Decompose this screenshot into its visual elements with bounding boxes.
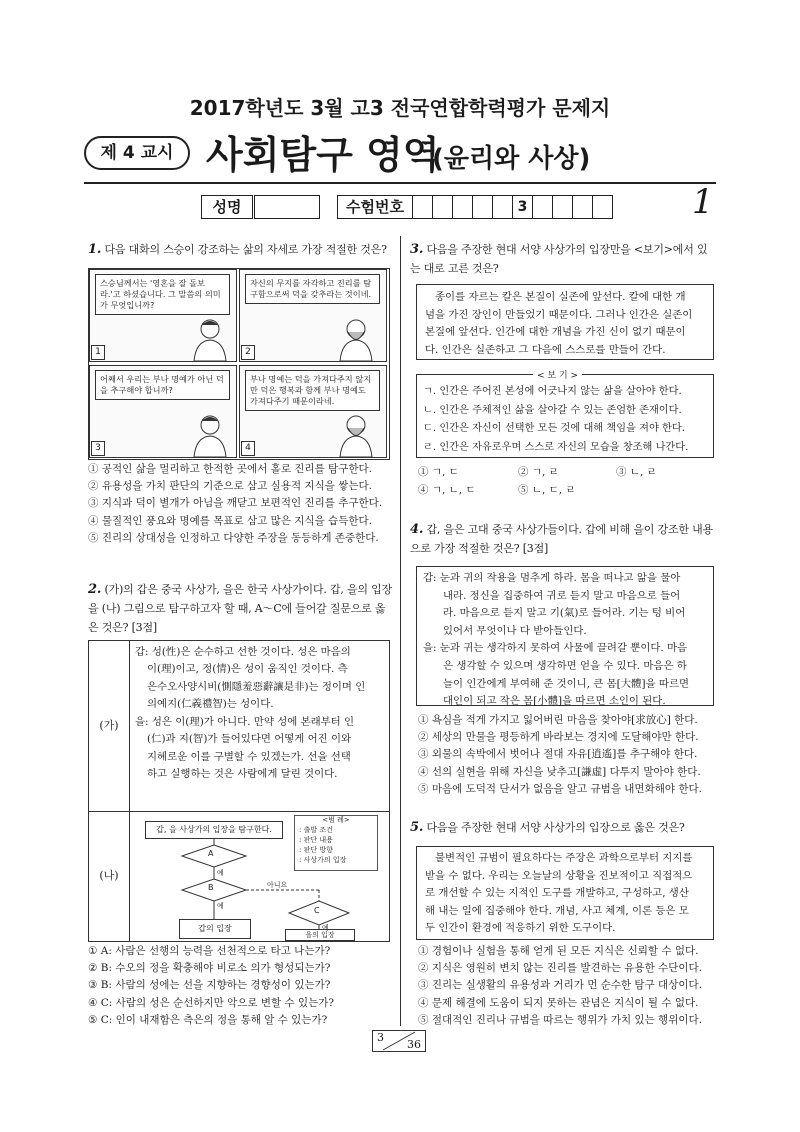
table-row (89, 641, 389, 812)
passage-line: 념을 가진 장인이 만들었기 때문이다. 그러나 인간은 실존이 (425, 308, 693, 321)
exam-number-cell[interactable] (473, 196, 493, 218)
answer-option[interactable]: ④ 선의 실현을 위해 자신을 낮추고[謙虛] 다투지 말아야 한다. (418, 765, 701, 778)
answer-option[interactable]: ④ 문제 해결에 도움이 되지 못하는 관념은 지식이 될 수 없다. (418, 996, 699, 1009)
question-text: 다음 대화의 스승이 강조하는 삶의 자세로 가장 적절한 것은? (104, 243, 387, 256)
exam-number-cell[interactable] (413, 196, 433, 218)
header-divider (84, 182, 716, 184)
speech-bubble: 스승님께서는 '영혼을 잘 돌보라.'고 하셨습니다. 그 말씀의 의미가 무엇입니까? (95, 274, 230, 315)
question-number: 2. (88, 582, 102, 597)
passage-line: 본질에 앞선다. 인간에 대한 개념을 가진 신이 없기 때문이 (425, 326, 686, 339)
answer-option[interactable]: ④ ㄱ, ㄴ, ㄷ (418, 484, 476, 496)
answer-option[interactable]: ② ㄱ, ㄹ (518, 466, 559, 478)
comic-panel (89, 269, 237, 362)
answer-option[interactable]: ① ㄱ, ㄷ (418, 466, 459, 478)
flow-result-box: 갑의 입장 (179, 919, 251, 939)
passage-line: 받을 수 없다. 우리는 오늘날의 상황을 진보적이고 직접적으 (425, 869, 693, 882)
flow-yes-label: 예 (217, 869, 224, 877)
comic-panel (239, 365, 387, 458)
question-5-options (418, 943, 702, 1029)
comic-panel (89, 365, 237, 458)
question-4-options (418, 712, 702, 798)
subject-title: 사회탐구 영역 (206, 133, 440, 177)
passage-line: 다. 인간은 실존하고 그 다음에 스스로를 만들어 간다. (425, 343, 666, 356)
current-page: 3 (377, 1031, 384, 1044)
question-3-bogi (416, 371, 714, 458)
speech-bubble: 자신의 무지를 자각하고 진리를 탐구함으로써 덕을 갖추라는 것이네. (245, 274, 380, 304)
flow-result-box: 을의 입장 (285, 929, 355, 941)
question-1-stem (88, 240, 393, 259)
bogi-item: ㄴ. 인간은 주체적인 삶을 살아갈 수 있는 존엄한 존재이다. (423, 404, 682, 416)
bogi-item: ㄹ. 인간은 자유로우며 스스로 자신의 모습을 창조해 나간다. (423, 441, 689, 453)
exam-number-cell[interactable]: 3 (513, 196, 533, 218)
table-row (89, 811, 389, 941)
answer-option[interactable]: ① 경험이나 실험을 통해 얻게 된 모든 지식은 신뢰할 수 없다. (418, 945, 699, 957)
question-5-stem (410, 818, 715, 837)
teacher-figure-icon (336, 411, 376, 457)
passage-line: 의예지(仁義禮智)는 성이다. (147, 698, 274, 710)
passage-line: 불변적인 규범이 필요하다는 주장은 과학으로부터 지지를 (435, 852, 693, 864)
exam-number-cell[interactable] (493, 196, 513, 218)
exam-number-cell[interactable] (573, 196, 593, 218)
row-label: (가) (99, 719, 119, 732)
passage-line: 내라. 정신을 집중하여 귀로 듣지 말고 마음으로 들어 (443, 589, 681, 602)
question-1-comic (88, 268, 390, 460)
legend-item: : 출발 조건 (299, 826, 333, 834)
question-3-stem (410, 240, 715, 278)
cell-divider (129, 641, 130, 811)
question-number: 1. (88, 242, 102, 257)
panel-number: 4 (241, 441, 255, 456)
name-field[interactable] (254, 195, 320, 219)
question-1-options (88, 461, 382, 547)
answer-option[interactable]: ⑤ 마음에 도덕적 단서가 없음을 알고 규범을 내면화해야 한다. (418, 782, 702, 795)
question-5-passage (416, 846, 714, 940)
page-counter (372, 1030, 426, 1052)
passage-line: 을: 눈과 귀는 생각하지 못하여 사물에 끌려갈 뿐이다. 마음 (423, 642, 688, 655)
exam-number-label: 수험번호 (337, 195, 413, 219)
passage-line: 로 개선할 수 있는 지적인 도구를 개발하고, 구성하고, 생산 (425, 887, 689, 900)
question-number: 5. (410, 820, 424, 835)
question-text: 갑, 을은 고대 중국 사상가들이다. 갑에 비해 을이 강조한 내용으로 가장 적절한 것은? [3점] (410, 523, 713, 555)
flow-start-box: 갑, 을 사상가의 입장을 탐구한다. (145, 821, 283, 839)
passage-line: 갑: 눈과 귀의 작용을 멈추게 하라. 몸을 떠나고 앎을 물아 (423, 572, 681, 584)
student-figure-icon (190, 315, 230, 361)
decision-b (182, 879, 246, 901)
subject-subtitle: (윤리와 사상) (432, 144, 591, 174)
exam-number-cell[interactable] (433, 196, 453, 218)
question-4-passage (416, 566, 714, 706)
passage-line: 지혜로운 이를 구별할 수 있겠는가. 선을 선택 (147, 751, 351, 763)
passage-line: 늘이 인간에게 부여해 준 것이니, 큰 몸[大體]을 따르면 (443, 677, 690, 690)
exam-number-cell[interactable] (533, 196, 553, 218)
panel-number: 3 (91, 441, 105, 456)
panel-number: 1 (91, 345, 105, 360)
passage-line: 종이를 자르는 칼은 본질이 실존에 앞선다. 칼에 대한 개 (435, 291, 686, 303)
column-divider (400, 236, 401, 1026)
legend-item: : 사상가의 입장 (299, 856, 347, 864)
question-2-stem (88, 580, 393, 637)
question-2-table (88, 640, 390, 942)
exam-number-cell[interactable] (593, 196, 612, 218)
answer-option[interactable]: ① 공적인 삶을 멀리하고 한적한 곳에서 홀로 진리를 탐구한다. (88, 463, 372, 475)
passage-line: 있어서 무엇이나 다 받아들인다. (443, 624, 587, 637)
page-number: 1 (692, 182, 714, 222)
passage-line: 갑: 성(性)은 순수하고 선한 것이다. 성은 마음의 (135, 646, 351, 658)
total-pages: 36 (407, 1038, 421, 1051)
answer-option[interactable]: ② 세상의 만물을 평등하게 바라보는 경지에 도달해야만 한다. (418, 731, 699, 744)
session-badge: 제 4 교시 (84, 136, 190, 170)
answer-option[interactable]: ⑤ 진리의 상대성을 인정하고 다양한 주장을 동등하게 존중한다. (88, 531, 379, 544)
panel-number: 2 (241, 345, 255, 360)
passage-line: (仁)과 지(智)가 들어있다면 어떻게 어진 이와 (147, 733, 352, 745)
name-label: 성명 (201, 195, 253, 219)
student-figure-icon (190, 411, 230, 457)
flow-node-label: C (314, 906, 320, 915)
answer-option[interactable]: ② 지식은 영원히 변치 않는 진리를 발견하는 유용한 수단이다. (418, 962, 702, 975)
speech-bubble: 어째서 우리는 부나 명예가 아닌 덕을 추구해야 합니까? (95, 370, 230, 400)
question-3-passage (416, 284, 714, 360)
bogi-title: < 보 기 > (533, 368, 582, 381)
passage-line: 은수오사양시비(惻隱羞惡辭讓是非)는 정이며 인 (147, 681, 366, 693)
flow-node-label: A (208, 849, 214, 858)
exam-number-field[interactable] (412, 195, 613, 219)
passage-line: 해 내는 일에 집중해야 한다. 개념, 사고 체계, 이론 등은 모 (425, 904, 689, 917)
flow-yes-label: 예 (217, 902, 224, 910)
decision-a (182, 845, 246, 867)
question-2-options (88, 943, 334, 1029)
answer-option[interactable]: ④ C: 사람의 성은 순선하지만 악으로 변할 수 있는가? (88, 996, 335, 1009)
flow-node-label: B (208, 883, 214, 892)
passage-line: 은 생각할 수 있으며 생각하면 얻을 수 있다. 마음은 하 (443, 659, 687, 672)
flowchart-diagram (129, 811, 389, 941)
teacher-figure-icon (336, 315, 376, 361)
question-4-stem (410, 520, 715, 558)
question-number: 4. (410, 522, 424, 537)
question-number: 3. (410, 242, 424, 257)
bogi-item: ㄱ. 인간은 주어진 본성에 어긋나지 않는 삶을 살아야 한다. (423, 386, 682, 397)
legend-title: <범 례> (322, 816, 350, 824)
passage-line: 두 인간이 환경에 적응하기 위한 도구이다. (425, 922, 616, 935)
answer-option[interactable]: ② B: 수오의 정을 확충해야 비로소 의가 형성되는가? (88, 962, 331, 975)
passage-line: 이(理)이고, 정(情)은 성이 움직인 것이다. 측 (147, 663, 348, 675)
bogi-item: ㄷ. 인간은 자신이 선택한 모든 것에 대해 책임을 져야 한다. (423, 423, 685, 435)
passage-line: 라. 마음으로 듣지 말고 기(氣)로 들어라. 기는 텅 비어 (443, 607, 686, 620)
answer-option[interactable]: ④ 물질적인 풍요와 명예를 목표로 삼고 많은 지식을 습득한다. (88, 514, 372, 527)
passage-line: 대인이 되고 작은 몸[小體]을 따르면 소인이 된다. (443, 695, 666, 708)
answer-option[interactable]: ③ 외물의 속박에서 벗어나 절대 자유[逍遙]를 추구해야 한다. (418, 748, 698, 761)
answer-option[interactable]: ⑤ ㄴ, ㄷ, ㄹ (518, 484, 576, 496)
passage-line: 하고 실행하는 것은 사람에게 달린 것이다. (147, 768, 338, 780)
exam-title: 2017학년도 3월 고3 전국연합학력평가 문제지 (189, 96, 611, 120)
exam-number-cell[interactable] (553, 196, 573, 218)
answer-option[interactable]: ② 유용성을 가치 판단의 기준으로 삼고 실용적 지식을 쌓는다. (88, 480, 372, 493)
answer-option[interactable]: ③ B: 사람의 성에는 선을 지향하는 경향성이 있는가? (88, 979, 331, 992)
speech-bubble: 부나 명예는 덕을 가져다주지 않지만 덕은 행복과 함께 부나 명예도 가져다주기 때문이라네. (245, 370, 380, 411)
passage-line: 을: 성은 이(理)가 아니다. 만약 성에 본래부터 인 (135, 716, 355, 728)
answer-option[interactable]: ③ 진리는 실생활의 유용성과 거리가 먼 순수한 탐구 대상이다. (418, 979, 702, 992)
answer-option[interactable]: ⑤ C: 인이 내재함은 측은의 정을 통해 알 수 있는가? (88, 1013, 328, 1026)
legend-item: : 판단 내용 (299, 836, 333, 844)
answer-option[interactable]: ③ 지식과 덕이 별개가 아님을 깨닫고 보편적인 진리를 추구한다. (88, 497, 383, 510)
question-text: 다음을 주장한 현대 서양 사상가의 입장만을 <보기>에서 있는 대로 고른 것은? (410, 243, 708, 275)
answer-option[interactable]: ③ ㄴ, ㄹ (616, 466, 657, 478)
question-text: (가)의 갑은 중국 사상가, 을은 한국 사상가이다. 갑, 을의 입장을 (나) 그림으로 탐구하고자 할 때, A～C에 들어갈 질문으로 옳은 것은? [3점] (88, 583, 393, 634)
exam-number-cell[interactable] (453, 196, 473, 218)
answer-option[interactable]: ⑤ 절대적인 진리나 규범을 따르는 행위가 가치 있는 행위이다. (418, 1013, 702, 1026)
row-label: (나) (99, 869, 119, 882)
answer-option[interactable]: ① A: 사람은 선행의 능력을 선천적으로 타고 나는가? (88, 945, 331, 957)
flow-yes-label: 예 (322, 924, 329, 932)
legend-item: : 판단 방향 (299, 846, 333, 854)
question-text: 다음을 주장한 현대 서양 사상가의 입장으로 옳은 것은? (426, 821, 685, 834)
flow-no-label: 아니요 (267, 881, 288, 889)
answer-option[interactable]: ① 욕심을 적게 가지고 잃어버린 마음을 찾아야[求放心] 한다. (418, 714, 698, 726)
comic-panel (239, 269, 387, 362)
